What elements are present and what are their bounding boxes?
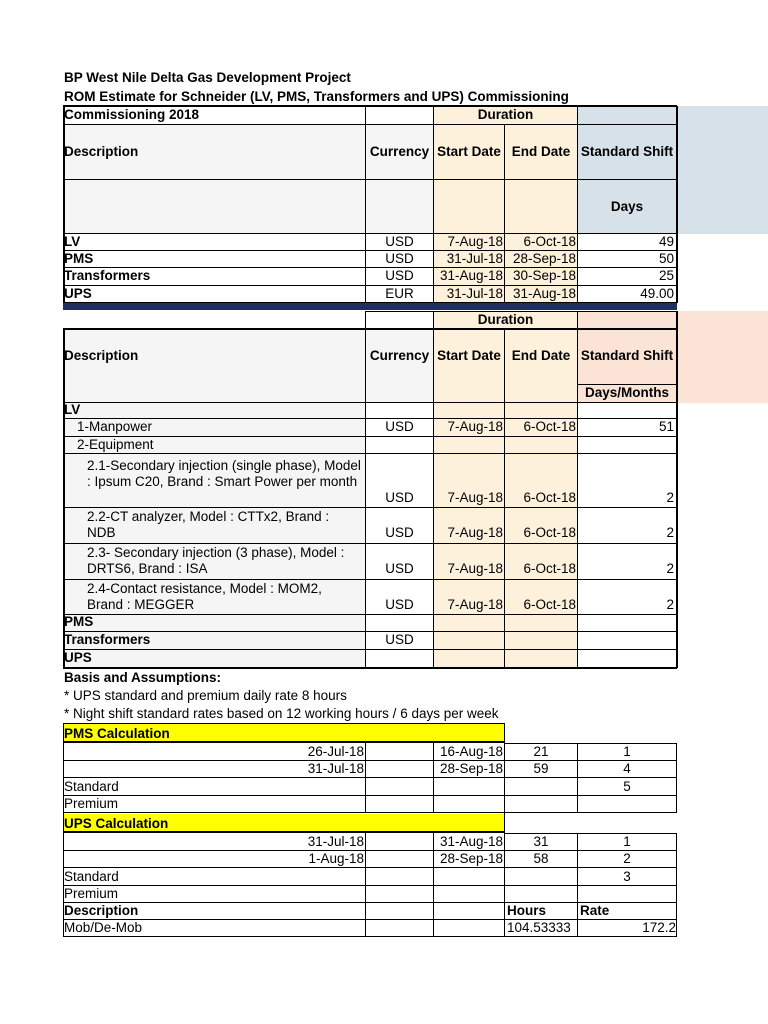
ups-standard-label: Standard	[64, 869, 119, 884]
row-value: 50	[658, 251, 674, 266]
s1-duration-header: Duration	[477, 107, 534, 122]
row-end: 6-Oct-18	[523, 525, 576, 540]
row-currency: USD	[385, 234, 414, 249]
calc-days: 21	[533, 744, 549, 759]
calc-count: 4	[623, 761, 631, 776]
row-currency: USD	[385, 561, 414, 576]
row-desc: 1-Manpower	[77, 419, 153, 434]
pms-standard-value: 5	[623, 779, 631, 794]
row-desc: PMS	[64, 251, 94, 266]
calc-days: 59	[533, 761, 549, 776]
calc-end: 16-Aug-18	[439, 744, 503, 759]
calc-count: 2	[623, 851, 631, 866]
s1-currency-header: Currency	[369, 144, 430, 159]
row-end: 31-Aug-18	[512, 286, 576, 301]
calc-end: 31-Aug-18	[439, 834, 503, 849]
row-currency: USD	[385, 525, 414, 540]
ups-standard-value: 3	[623, 869, 631, 884]
s2-start-header: Start Date	[437, 348, 501, 363]
row-start: 7-Aug-18	[447, 490, 503, 505]
cost-description-header: Description	[64, 903, 139, 918]
s2-transformers-currency: USD	[385, 632, 414, 647]
row-value: 49.00	[640, 286, 674, 301]
row-currency: USD	[385, 419, 414, 434]
pms-calc-title: PMS Calculation	[64, 726, 170, 741]
row-start: 7-Aug-18	[447, 419, 503, 434]
cost-rate-header: Rate	[580, 903, 610, 918]
s1-shift-header: Standard Shift	[580, 144, 674, 159]
row-start: 7-Aug-18	[447, 561, 503, 576]
s2-pms-label: PMS	[64, 614, 94, 629]
row-desc: 2.4-Contact resistance, Model : MOM2, Brand : MEGGER	[87, 581, 322, 613]
row-desc: UPS	[64, 286, 92, 301]
s2-end-header: End Date	[511, 348, 571, 363]
s1-description-header: Description	[64, 144, 139, 159]
basis-note-1: * UPS standard and premium daily rate 8 hours	[64, 688, 347, 703]
row-value: 2	[666, 490, 674, 505]
row-end: 6-Oct-18	[523, 419, 576, 434]
row-end: 6-Oct-18	[523, 234, 576, 249]
s1-start-header: Start Date	[437, 144, 501, 159]
calc-start: 31-Jul-18	[307, 761, 364, 776]
s2-unit-header: Days/Months	[584, 385, 669, 400]
s2-equipment-label: 2-Equipment	[77, 437, 154, 452]
s2-duration-header: Duration	[477, 312, 534, 327]
row-desc: LV	[64, 234, 81, 249]
calc-end: 28-Sep-18	[439, 851, 503, 866]
s1-section-label: Commissioning 2018	[64, 107, 200, 122]
row-value: 2	[666, 525, 674, 540]
row-start: 31-Jul-18	[446, 286, 503, 301]
row-end: 6-Oct-18	[523, 490, 576, 505]
ups-premium-label: Premium	[64, 886, 119, 901]
row-start: 31-Jul-18	[446, 251, 503, 266]
estimate-title: ROM Estimate for Schneider (LV, PMS, Transformers and UPS) Commissioning	[64, 89, 569, 104]
row-start: 7-Aug-18	[447, 234, 503, 249]
s2-ups-label: UPS	[64, 650, 92, 665]
s1-end-header: End Date	[511, 144, 571, 159]
row-desc: Transformers	[64, 268, 151, 283]
calc-days: 58	[533, 851, 549, 866]
cost-row-rate: 172.2	[642, 920, 676, 935]
s2-shift-header: Standard Shift	[580, 348, 674, 363]
row-value: 2	[666, 597, 674, 612]
s2-lv-label: LV	[64, 402, 81, 417]
row-end: 30-Sep-18	[512, 268, 576, 283]
row-currency: USD	[385, 251, 414, 266]
row-value: 49	[658, 234, 674, 249]
row-currency: EUR	[385, 286, 414, 301]
cost-row-desc: Mob/De-Mob	[64, 920, 143, 935]
row-start: 31-Aug-18	[439, 268, 503, 283]
row-desc: 2.2-CT analyzer, Model : CTTx2, Brand : NDB	[87, 509, 330, 541]
pms-premium-label: Premium	[64, 796, 119, 811]
row-end: 6-Oct-18	[523, 597, 576, 612]
s1-unit-header: Days	[610, 199, 644, 214]
calc-start: 31-Jul-18	[307, 834, 364, 849]
ups-calc-title: UPS Calculation	[64, 816, 169, 831]
cost-row-hours: 104.53333	[507, 920, 571, 935]
s2-description-header: Description	[64, 348, 139, 363]
row-desc: 2.1-Secondary injection (single phase), Model : Ipsum C20, Brand : Smart Power per month	[87, 458, 361, 490]
row-desc: 2.3- Secondary injection (3 phase), Model : DRTS6, Brand : ISA	[87, 545, 345, 577]
calc-start: 1-Aug-18	[308, 851, 364, 866]
section-separator	[63, 303, 677, 310]
row-value: 25	[658, 268, 674, 283]
row-currency: USD	[385, 490, 414, 505]
row-end: 28-Sep-18	[512, 251, 576, 266]
calc-start: 26-Jul-18	[307, 744, 364, 759]
calc-count: 1	[623, 834, 631, 849]
pms-standard-label: Standard	[64, 779, 119, 794]
row-start: 7-Aug-18	[447, 525, 503, 540]
row-value: 2	[666, 561, 674, 576]
basis-note-2: * Night shift standard rates based on 12 working hours / 6 days per week	[64, 706, 499, 721]
row-start: 7-Aug-18	[447, 597, 503, 612]
basis-title: Basis and Assumptions:	[64, 670, 222, 685]
s2-transformers-label: Transformers	[64, 632, 151, 647]
cost-hours-header: Hours	[507, 903, 547, 918]
calc-count: 1	[623, 744, 631, 759]
row-value: 51	[658, 419, 674, 434]
calc-end: 28-Sep-18	[439, 761, 503, 776]
s2-currency-header: Currency	[369, 348, 430, 363]
row-end: 6-Oct-18	[523, 561, 576, 576]
row-currency: USD	[385, 268, 414, 283]
project-title: BP West Nile Delta Gas Development Project	[64, 70, 351, 85]
calc-days: 31	[533, 834, 549, 849]
row-currency: USD	[385, 597, 414, 612]
